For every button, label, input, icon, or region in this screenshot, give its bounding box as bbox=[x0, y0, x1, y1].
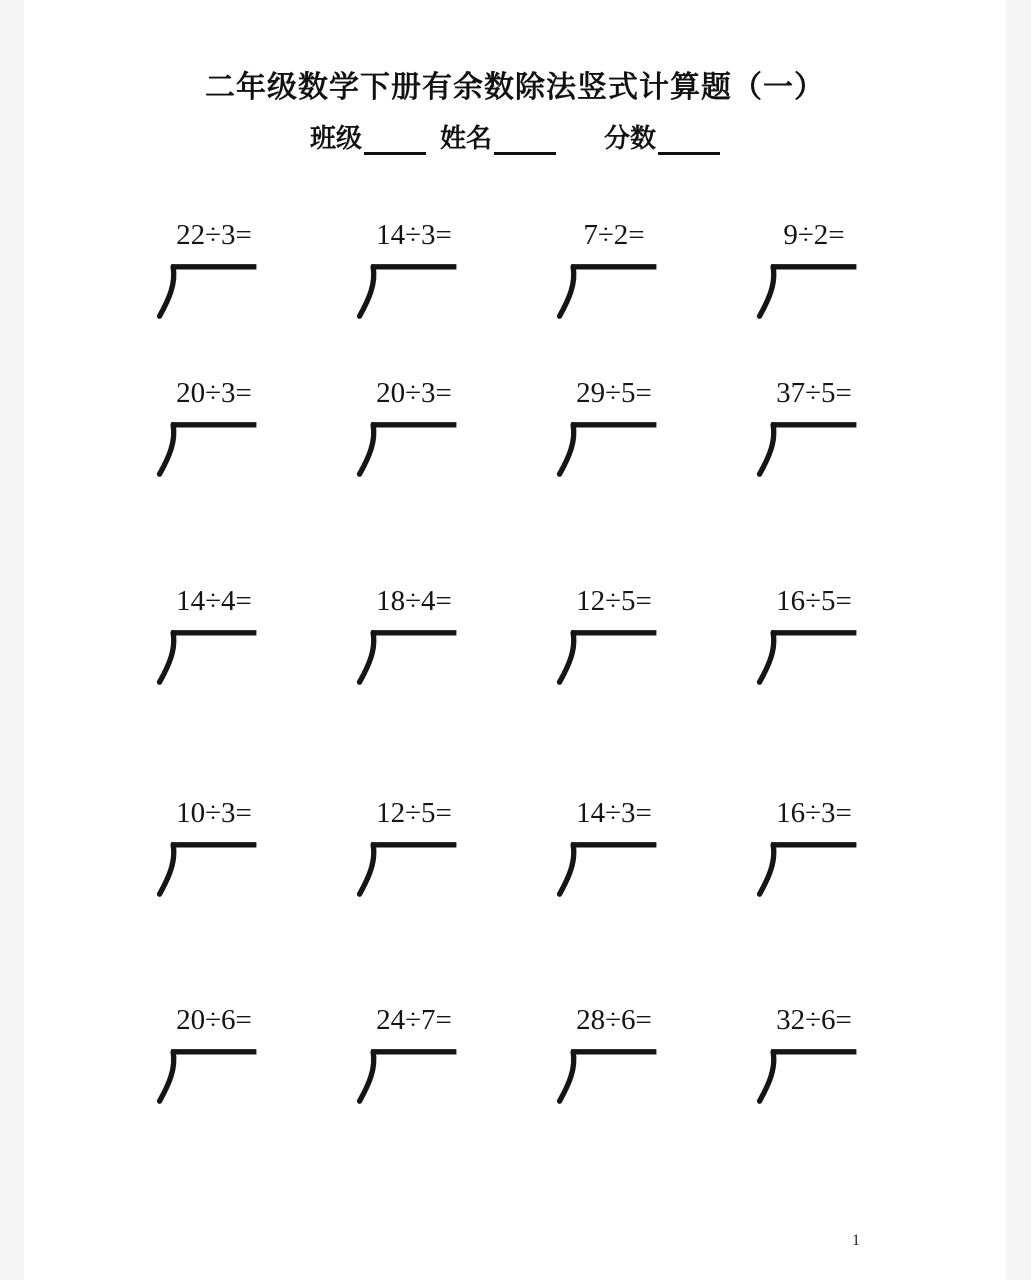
long-division-bracket-icon bbox=[553, 626, 661, 688]
problem-cell bbox=[514, 376, 714, 480]
problem-cell bbox=[114, 218, 314, 322]
long-division-bracket-icon bbox=[153, 626, 261, 688]
score-label: 分数 bbox=[604, 123, 657, 153]
long-division-bracket-icon bbox=[153, 1045, 261, 1107]
problem-cell bbox=[514, 584, 714, 688]
problem-expression: 37÷5= bbox=[776, 377, 852, 409]
problem-cell bbox=[714, 376, 914, 480]
score-blank-line bbox=[658, 125, 720, 155]
problem-expression: 12÷5= bbox=[576, 585, 652, 617]
long-division-bracket-icon bbox=[153, 838, 261, 900]
problem-expression: 28÷6= bbox=[576, 1004, 652, 1036]
long-division-bracket-icon bbox=[153, 418, 261, 480]
problem-expression: 18÷4= bbox=[376, 585, 452, 617]
problem-expression: 32÷6= bbox=[776, 1004, 852, 1036]
name-label: 姓名 bbox=[439, 123, 492, 153]
page-title: 二年级数学下册有余数除法竖式计算题（一） bbox=[205, 71, 825, 104]
problem-expression: 10÷3= bbox=[176, 797, 252, 829]
problem-expression: 24÷7= bbox=[376, 1004, 452, 1036]
long-division-bracket-icon bbox=[553, 1045, 661, 1107]
problem-row bbox=[114, 584, 914, 688]
student-info-line bbox=[24, 118, 1006, 155]
long-division-bracket-icon bbox=[153, 260, 261, 322]
long-division-bracket-icon bbox=[753, 626, 861, 688]
problem-cell bbox=[114, 1003, 314, 1107]
problem-cell bbox=[314, 796, 514, 900]
long-division-bracket-icon bbox=[353, 1045, 461, 1107]
problem-cell bbox=[714, 584, 914, 688]
problem-row bbox=[114, 376, 914, 480]
class-field bbox=[310, 118, 426, 155]
problem-cell bbox=[114, 376, 314, 480]
problem-cell bbox=[514, 1003, 714, 1107]
problem-expression: 14÷4= bbox=[176, 585, 252, 617]
problem-cell bbox=[714, 218, 914, 322]
long-division-bracket-icon bbox=[353, 418, 461, 480]
long-division-bracket-icon bbox=[753, 260, 861, 322]
long-division-bracket-icon bbox=[753, 1045, 861, 1107]
problem-expression: 7÷2= bbox=[583, 219, 645, 251]
class-label: 班级 bbox=[309, 123, 362, 153]
long-division-bracket-icon bbox=[753, 838, 861, 900]
page-number: 1 bbox=[852, 1232, 860, 1249]
problem-row bbox=[114, 1003, 914, 1107]
score-field bbox=[604, 118, 720, 155]
long-division-bracket-icon bbox=[353, 838, 461, 900]
problem-cell bbox=[114, 796, 314, 900]
long-division-bracket-icon bbox=[553, 418, 661, 480]
problem-cell bbox=[314, 584, 514, 688]
problem-cell bbox=[514, 218, 714, 322]
long-division-bracket-icon bbox=[753, 418, 861, 480]
problem-expression: 22÷3= bbox=[176, 219, 252, 251]
name-field bbox=[440, 118, 556, 155]
problem-expression: 14÷3= bbox=[576, 797, 652, 829]
problem-cell bbox=[314, 218, 514, 322]
problem-cell bbox=[114, 584, 314, 688]
problem-expression: 16÷3= bbox=[776, 797, 852, 829]
problem-expression: 12÷5= bbox=[376, 797, 452, 829]
problem-expression: 20÷3= bbox=[376, 377, 452, 409]
problem-expression: 20÷6= bbox=[176, 1004, 252, 1036]
long-division-bracket-icon bbox=[553, 260, 661, 322]
problem-expression: 20÷3= bbox=[176, 377, 252, 409]
long-division-bracket-icon bbox=[353, 626, 461, 688]
long-division-bracket-icon bbox=[353, 260, 461, 322]
problem-cell bbox=[714, 1003, 914, 1107]
problem-expression: 29÷5= bbox=[576, 377, 652, 409]
class-blank-line bbox=[364, 125, 426, 155]
problem-cell bbox=[314, 376, 514, 480]
long-division-bracket-icon bbox=[553, 838, 661, 900]
problem-expression: 16÷5= bbox=[776, 585, 852, 617]
name-blank-line bbox=[494, 125, 556, 155]
problem-expression: 9÷2= bbox=[783, 219, 845, 251]
problem-row bbox=[114, 796, 914, 900]
problem-cell bbox=[514, 796, 714, 900]
worksheet-page bbox=[24, 0, 1006, 1280]
problem-cell bbox=[714, 796, 914, 900]
problem-cell bbox=[314, 1003, 514, 1107]
problem-expression: 14÷3= bbox=[376, 219, 452, 251]
problem-row bbox=[114, 218, 914, 322]
